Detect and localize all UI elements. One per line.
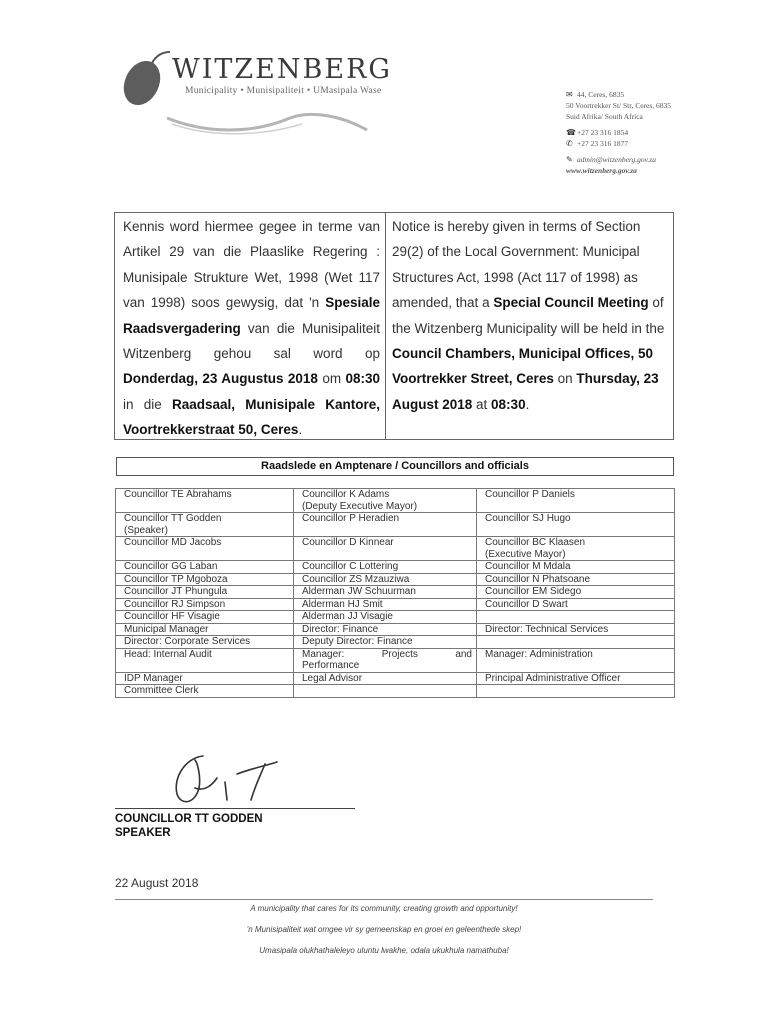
table-cell: Councillor K Adams (Deputy Executive Mayor): [294, 489, 477, 513]
table-row: [116, 586, 675, 599]
contact-block: [566, 89, 671, 176]
table-cell: Head: Internal Audit: [116, 648, 294, 672]
fax-icon: ✆: [566, 139, 573, 148]
table-cell: Councillor D Swart: [477, 598, 675, 611]
table-cell: Councillor TT Godden (Speaker): [116, 513, 294, 537]
table-row: [116, 573, 675, 586]
letter-date: 22 August 2018: [115, 876, 199, 890]
signatory-name: COUNCILLOR TT GODDEN: [115, 813, 263, 825]
table-row: [116, 672, 675, 685]
logo-stem-icon: [152, 52, 170, 63]
table-row: [116, 623, 675, 636]
table-cell: Councillor EM Sidego: [477, 586, 675, 599]
table-cell: Director: Technical Services: [477, 623, 675, 636]
table-row: [116, 648, 675, 672]
table-cell: IDP Manager: [116, 672, 294, 685]
table-cell: Councillor BC Klaasen (Executive Mayor): [477, 537, 675, 561]
table-cell: Councillor TE Abrahams: [116, 489, 294, 513]
table-cell: Manager: Projects and Performance: [294, 648, 477, 672]
table-row: [116, 489, 675, 513]
table-row: [116, 685, 675, 698]
phone-icon: ☎: [566, 128, 576, 137]
table-row: [116, 611, 675, 624]
fax-number: +27 23 316 1877: [577, 139, 629, 148]
handwritten-signature: [165, 748, 305, 810]
mailbox-icon: ✉: [566, 90, 573, 99]
table-cell: Councillor P Heradien: [294, 513, 477, 537]
notice-afrikaans: Kennis word hiermee gegee in terme van Artikel 29 van die Plaaslike Regering : Munisipale Strukture Wet, 1998 (Wet 117 van 1998) soos gewysig, dat 'n Spesiale Raadsvergadering van die Munisipaliteit Witzenberg gehou sal word op Donderdag, 23 Augustus 2018 om 08:30 in die Raadsaal, Munisipale Kantore, Voortrekkerstraat 50, Ceres.: [115, 213, 386, 439]
motto-english: A municipality that cares for its community, creating growth and opportunity!: [250, 904, 518, 913]
councillors-heading: Raadslede en Amptenare / Councillors and officials: [116, 457, 674, 476]
role-note: (Executive Mayor): [485, 548, 566, 560]
email-icon: ✎: [566, 155, 573, 164]
email-address[interactable]: admin@witzenberg.gov.za: [577, 155, 656, 164]
table-cell: Councillor TP Mgoboza: [116, 573, 294, 586]
phone-number: +27 23 316 1854: [577, 128, 629, 137]
table-cell: Councillor GG Laban: [116, 561, 294, 574]
table-cell: [477, 611, 675, 624]
table-cell: Councillor N Phatsoane: [477, 573, 675, 586]
table-cell: Alderman JW Schuurman: [294, 586, 477, 599]
table-cell: [477, 685, 675, 698]
table-cell: Committee Clerk: [116, 685, 294, 698]
table-cell: Municipal Manager: [116, 623, 294, 636]
table-cell: Councillor ZS Mzauziwa: [294, 573, 477, 586]
footer-divider: [115, 899, 653, 900]
table-row: [116, 537, 675, 561]
table-cell: Legal Advisor: [294, 672, 477, 685]
table-cell: Councillor MD Jacobs: [116, 537, 294, 561]
brand-tagline: Municipality • Munisipaliteit • UMasipala Wase: [185, 86, 382, 96]
role-note: (Deputy Executive Mayor): [302, 500, 418, 512]
table-cell: Councillor SJ Hugo: [477, 513, 675, 537]
table-row: [116, 598, 675, 611]
signatory-title: SPEAKER: [115, 827, 171, 839]
table-cell: Councillor HF Visagie: [116, 611, 294, 624]
table-cell: Alderman HJ Smit: [294, 598, 477, 611]
motto-afrikaans: 'n Munisipaliteit wat omgee vir sy gemeenskap en groei en geleenthede skep!: [246, 925, 522, 934]
motto-xhosa: Umasipala olukhathaleleyo uluntu lwakhe, odala ukukhula namathuba!: [259, 946, 509, 955]
website-link[interactable]: www.witzenberg.gov.za: [566, 166, 637, 175]
table-row: [116, 513, 675, 537]
table-cell: Principal Administrative Officer: [477, 672, 675, 685]
table-cell: [477, 636, 675, 649]
brand-name: WITZENBERG: [172, 54, 392, 85]
table-cell: Deputy Director: Finance: [294, 636, 477, 649]
table-cell: Councillor P Daniels: [477, 489, 675, 513]
address-line-2: 50 Voortrekker St/ Str, Ceres, 6835: [566, 101, 672, 110]
table-cell: Director: Corporate Services: [116, 636, 294, 649]
table-cell: Councillor C Lottering: [294, 561, 477, 574]
signature-line: [115, 808, 355, 809]
address-line-3: Suid Afrika/ South Africa: [566, 112, 643, 121]
address-line-1: 44, Ceres, 6835: [577, 90, 625, 99]
notice-english: Notice is hereby given in terms of Section 29(2) of the Local Government: Municipal Structures Act, 1998 (Act 117 of 1998) as amended, that a Special Council Meeting of the Witzenberg Municipality will be held in the Council Chambers, Municipal Offices, 50 Voortrekker Street, Ceres on Thursday, 23 August 2018 at 08:30.: [392, 219, 665, 412]
signatory-block: [115, 812, 263, 840]
table-cell: Manager: Administration: [477, 648, 675, 672]
table-cell: Alderman JJ Visagie: [294, 611, 477, 624]
councillors-table: [115, 488, 675, 698]
table-cell: Councillor JT Phungula: [116, 586, 294, 599]
notice-box: [114, 212, 674, 440]
table-cell: Councillor D Kinnear: [294, 537, 477, 561]
table-row: [116, 636, 675, 649]
table-cell: Councillor RJ Simpson: [116, 598, 294, 611]
role-note: (Speaker): [124, 524, 168, 536]
table-row: [116, 561, 675, 574]
table-cell: Councillor M Mdala: [477, 561, 675, 574]
table-cell: [294, 685, 477, 698]
table-cell: Director: Finance: [294, 623, 477, 636]
logo-grape-icon: [117, 55, 167, 111]
logo-swoosh-icon: [167, 114, 367, 130]
